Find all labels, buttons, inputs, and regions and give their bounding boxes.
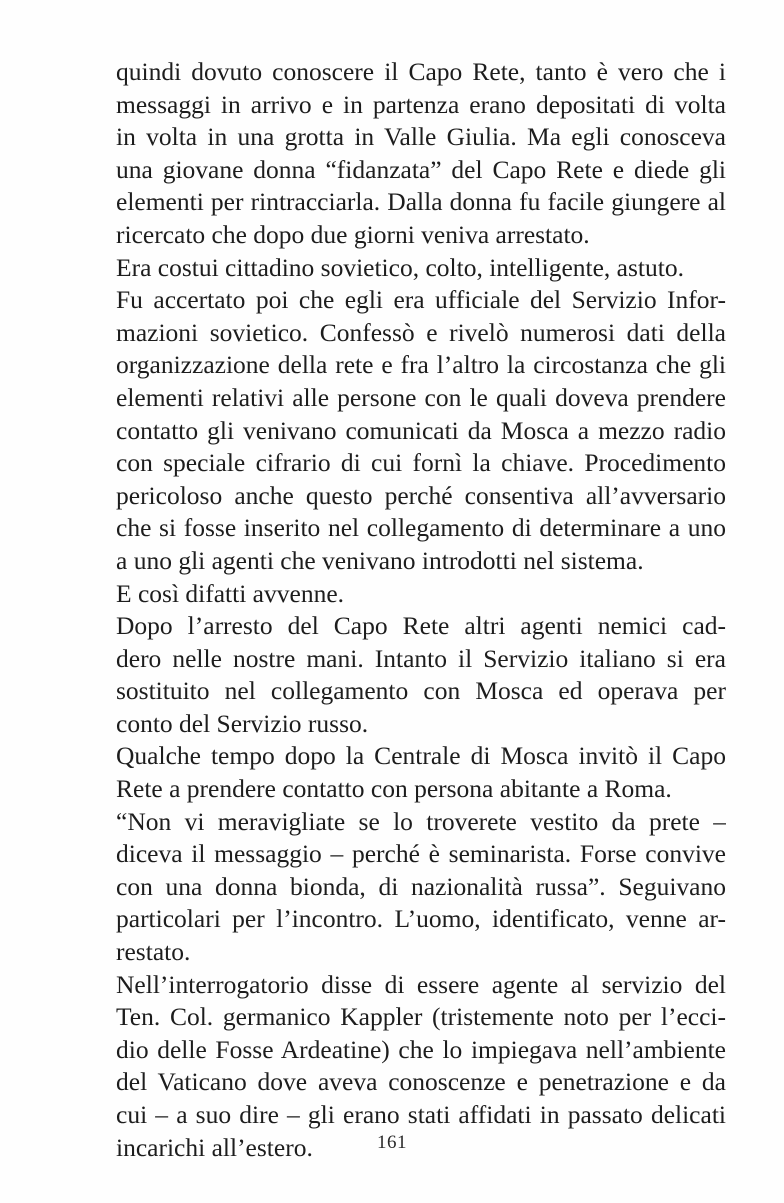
text-line: dero nelle nostre mani. Intanto il Servizio italiano si era: [116, 643, 726, 673]
paragraph-4: [116, 578, 726, 611]
paragraph-7: [116, 806, 726, 969]
text-line: a uno gli agenti che venivano introdotti nel sistema.: [116, 545, 644, 575]
text-line: diceva il messaggio – perché è seminarista. Forse convive: [116, 839, 726, 869]
paragraph-5: [116, 610, 726, 740]
text-line: mazioni sovietico. Confessò e rivelò numerosi dati della: [116, 317, 726, 347]
text-line: particolari per l’incontro. L’uomo, identificato, venne ar-: [116, 904, 726, 934]
text-line: E così difatti avvenne.: [116, 578, 345, 608]
text-line: ricercato che dopo due giorni veniva arrestato.: [116, 219, 590, 249]
text-line: elementi relativi alle persone con le quali doveva prendere: [116, 382, 726, 412]
text-line: in volta in una grotta in Valle Giulia. Ma egli conosceva: [116, 122, 726, 152]
text-line: organizzazione della rete e fra l’altro la circostanza che gli: [116, 350, 726, 380]
text-line: Dopo l’arresto del Capo Rete altri agenti nemici cad-: [116, 611, 726, 641]
paragraph-2: [116, 252, 726, 285]
text-line: che si fosse inserito nel collegamento di determinare a uno: [116, 513, 726, 543]
page-number: 161: [377, 1132, 407, 1153]
text-line: Rete a prendere contatto con persona abitante a Roma.: [116, 774, 672, 804]
paragraph-6: [116, 740, 726, 805]
text-line: messaggi in arrivo e in partenza erano depositati di volta: [116, 89, 726, 119]
text-line: con una donna bionda, di nazionalità russa”. Seguivano: [116, 871, 726, 901]
text-line: “Non vi meravigliate se lo troverete vestito da prete –: [116, 806, 726, 836]
text-line: una giovane donna “fidanzata” del Capo Rete e diede gli: [116, 154, 726, 184]
text-line: restato.: [116, 937, 191, 967]
text-line: conto del Servizio russo.: [116, 708, 369, 738]
paragraph-3: [116, 284, 726, 577]
text-line: pericoloso anche questo perché consentiva all’avversario: [116, 480, 726, 510]
text-line: incarichi all’estero.: [116, 1132, 313, 1162]
text-line: Ten. Col. germanico Kappler (tristemente noto per l’ecci-: [116, 1002, 726, 1032]
text-line: elementi per rintracciarla. Dalla donna fu facile giungere al: [116, 187, 726, 217]
text-line: cui – a suo dire – gli erano stati affidati in passato delicati: [116, 1100, 726, 1129]
body-text: [116, 56, 726, 1164]
text-line: dio delle Fosse Ardeatine) che lo impiegava nell’ambiente: [116, 1034, 726, 1064]
paragraph-1: [116, 56, 726, 252]
text-line: del Vaticano dove aveva conoscenze e penetrazione e da: [116, 1067, 726, 1097]
text-line: con speciale cifrario di cui fornì la chiave. Procedimento: [116, 448, 726, 478]
text-line: quindi dovuto conoscere il Capo Rete, tanto è vero che i: [116, 57, 726, 86]
text-line: Qualche tempo dopo la Centrale di Mosca invitò il Capo: [116, 741, 726, 771]
text-line: Fu accertato poi che egli era ufficiale del Servizio Infor-: [116, 285, 726, 315]
text-line: Nell’interrogatorio disse di essere agente al servizio del: [116, 969, 726, 999]
text-line: contatto gli venivano comunicati da Mosca a mezzo radio: [116, 415, 726, 445]
text-line: Era costui cittadino sovietico, colto, intelligente, astuto.: [116, 252, 684, 282]
text-line: sostituito nel collegamento con Mosca ed operava per: [116, 676, 726, 706]
